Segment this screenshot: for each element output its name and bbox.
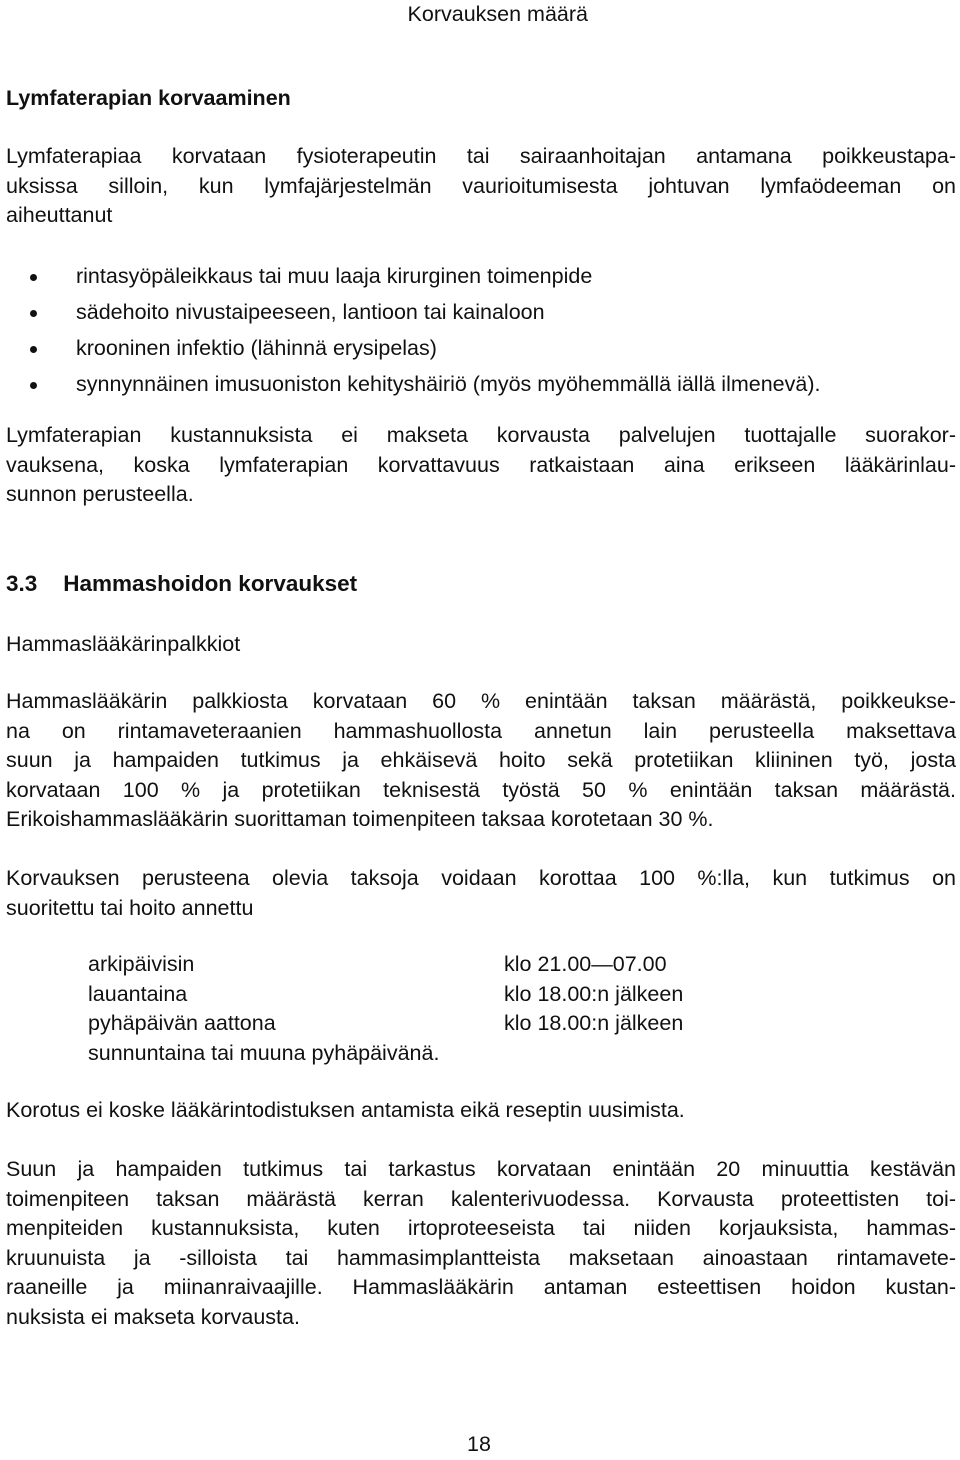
page-number: 18 xyxy=(467,1432,491,1456)
text-line: nuksista ei makseta korvausta. xyxy=(6,1304,300,1329)
running-title: Korvauksen määrä xyxy=(407,2,588,26)
bullet-icon xyxy=(30,274,37,281)
dental-raise-paragraph xyxy=(6,864,956,923)
schedule-time: klo 18.00:n jälkeen xyxy=(504,981,684,1006)
text-line: toimenpiteen taksan määrästä kerran kalenterivuodessa. Korvausta proteettisten toi- xyxy=(6,1186,956,1211)
text-line: korvataan 100 % ja protetiikan teknisestä työstä 50 % enintään taksan määrästä. xyxy=(6,777,956,802)
schedule-day: lauantaina xyxy=(88,981,188,1006)
cause-list xyxy=(30,262,820,406)
section-heading-lymph: Lymfaterapian korvaaminen xyxy=(6,86,291,110)
list-item-text: sädehoito nivustaipeeseen, lantioon tai kainaloon xyxy=(76,300,545,324)
text-line: Lymfaterapiaa korvataan fysioterapeutin tai sairaanhoitajan antamana poikkeustapa- xyxy=(6,144,956,168)
text-line: aiheuttanut xyxy=(6,203,113,227)
dental-fee-paragraph xyxy=(6,687,956,835)
text-line: vauksena, koska lymfaterapian korvattavuus ratkaistaan aina erikseen lääkärinlau- xyxy=(6,452,956,477)
text-line: Suun ja hampaiden tutkimus tai tarkastus korvataan enintään 20 minuuttia kestävän xyxy=(6,1157,956,1181)
schedule-day: sunnuntaina tai muuna pyhäpäivänä. xyxy=(88,1040,440,1065)
text-line: kruunuista ja -silloista tai hammasimplantteista maksetaan ainoastaan rintamavete- xyxy=(6,1245,956,1270)
schedule-day: pyhäpäivän aattona xyxy=(88,1011,276,1035)
text-line: uksissa silloin, kun lymfajärjestelmän vaurioitumisesta johtuvan lymfaödeeman on xyxy=(6,173,956,198)
schedule-day: arkipäivisin xyxy=(88,952,195,976)
list-item-text: rintasyöpäleikkaus tai muu laaja kirurginen toimenpide xyxy=(76,264,593,288)
text-line: Korotus ei koske lääkärintodistuksen antamista eikä reseptin uusimista. xyxy=(6,1098,685,1122)
page-footer xyxy=(0,1430,960,1458)
text-line: menpiteiden kustannuksista, kuten irtoproteeseista tai niiden korjauksista, hammas- xyxy=(6,1216,956,1240)
bullet-icon xyxy=(30,382,37,389)
section-heading-dental xyxy=(6,569,956,599)
text-line: Hammaslääkärin palkkiosta korvataan 60 % enintään taksan määrästä, poikkeukse- xyxy=(6,689,956,713)
text-line: raaneille ja miinanraivaajille. Hammaslääkärin antaman esteettisen hoidon kustan- xyxy=(6,1275,956,1299)
text-line: suun ja hampaiden tutkimus ja ehkäisevä hoito sekä protetiikan kliininen työ, josta xyxy=(6,748,956,772)
bullet-icon xyxy=(30,310,37,317)
list-item-text: krooninen infektio (lähinnä erysipelas) xyxy=(76,336,437,360)
bullet-icon xyxy=(30,346,37,353)
section-number: 3.3 xyxy=(6,571,38,596)
section-title: Hammashoidon korvaukset xyxy=(63,571,358,596)
text-line: Korvauksen perusteena olevia taksoja voidaan korottaa 100 %:lla, kun tutkimus on xyxy=(6,866,956,890)
list-item xyxy=(30,298,820,334)
schedule-time: klo 18.00:n jälkeen xyxy=(504,1011,684,1035)
list-item xyxy=(30,334,820,370)
text-line: na on rintamaveteraanien hammashuollosta annetun lain perusteella maksettava xyxy=(6,718,956,743)
schedule-time: klo 21.00—07.00 xyxy=(504,952,667,976)
list-item xyxy=(30,370,820,406)
text-line: suoritettu tai hoito annettu xyxy=(6,895,254,920)
text-line: Lymfaterapian kustannuksista ei makseta korvausta palvelujen tuottajalle suorakor- xyxy=(6,423,956,447)
no-raise-paragraph xyxy=(6,1096,956,1126)
dental-exam-paragraph xyxy=(6,1155,956,1332)
text-line: sunnon perusteella. xyxy=(6,482,194,506)
running-header xyxy=(0,0,960,30)
lymph-cost-paragraph xyxy=(6,421,956,510)
text-line: Erikoishammaslääkärin suorittaman toimenpiteen taksaa korotetaan 30 %. xyxy=(6,807,714,831)
subheading-dentist-fees: Hammaslääkärinpalkkiot xyxy=(6,632,241,656)
lymph-intro-paragraph xyxy=(6,142,956,231)
list-item xyxy=(30,262,820,298)
list-item-text: synnynnäinen imusuoniston kehityshäiriö (myös myöhemmällä iällä ilmenevä). xyxy=(76,372,821,396)
